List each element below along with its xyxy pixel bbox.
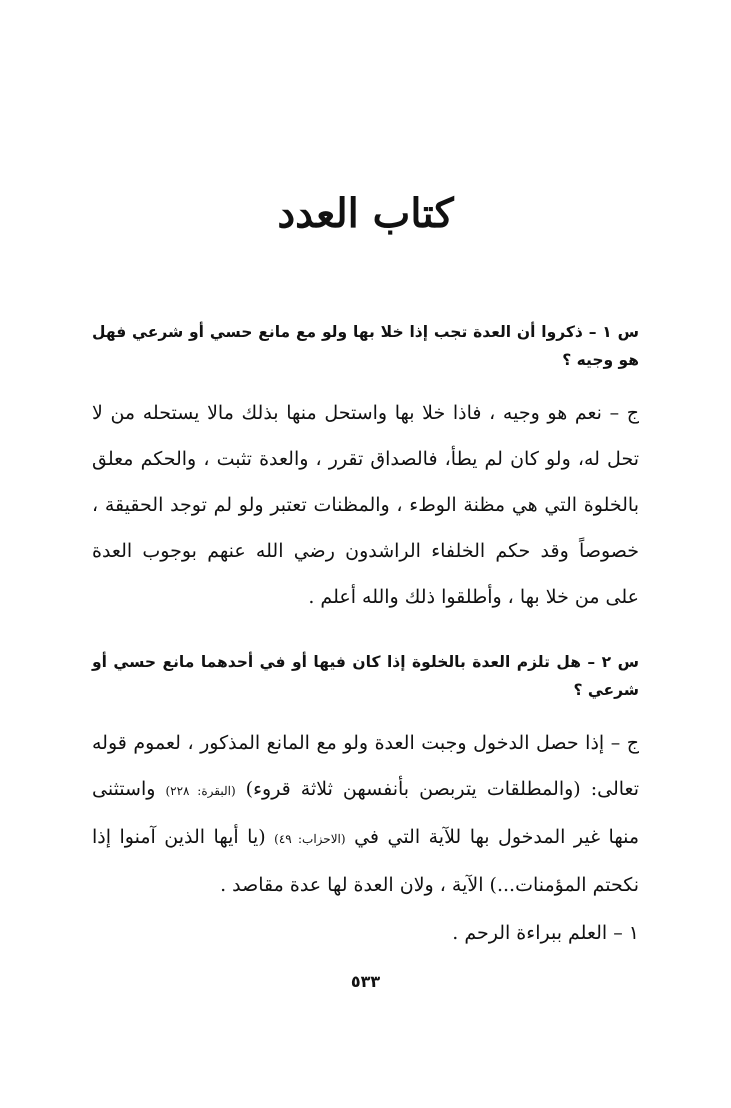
chapter-title: كتاب العدد: [277, 190, 454, 237]
answer-2-text-part2: واستثنى منها غير المدخول بها للآية التي في: [92, 778, 640, 848]
question-2: س ٢ – هل تلزم العدة بالخلوة إذا كان فيها أو في أحدهما مانع حسي أو شرعي ؟: [92, 653, 639, 699]
list-item-1: ١ – العلم ببراءة الرحم .: [452, 922, 639, 944]
answer-2-text-part3: (يا أيها الذين آمنوا إذا نكحتم المؤمنات...) الآية ، ولان العدة لها عدة مقاصد .: [92, 826, 639, 896]
question-1: س ١ – ذكروا أن العدة تجب إذا خلا بها ولو مع مانع حسي أو شرعي فهل هو وجيه ؟: [92, 323, 639, 369]
page-number: ٥٣٣: [350, 972, 381, 991]
answer-1: ج – نعم هو وجيه ، فاذا خلا بها واستحل منها بذلك مالا يستحله من لا تحل له، ولو كان لم يطأ، فالصداق تقرر ، والعدة تثبت ، والحكم معلق بالخلوة التي هي مظنة الوطء ، والمظنات تعتبر ولو لم توجد الحقيقة ، خصوصاً وقد حكم الخلفاء الراشدون رضي الله عنهم بوجوب العدة على من خلا بها ، وأطلقوا ذلك والله أعلم .: [92, 402, 639, 608]
quran-reference-baqarah: (البقرة: ٢٢٨): [165, 784, 236, 798]
quran-reference-ahzab: (الاحزاب: ٤٩): [274, 832, 346, 846]
answer-2: [92, 720, 639, 908]
answer-2-text-part1: ج – إذا حصل الدخول وجبت العدة ولو مع المانع المذكور ، لعموم قوله تعالى: (والمطلقات يتربصن بأنفسهن ثلاثة قروء): [92, 732, 639, 800]
